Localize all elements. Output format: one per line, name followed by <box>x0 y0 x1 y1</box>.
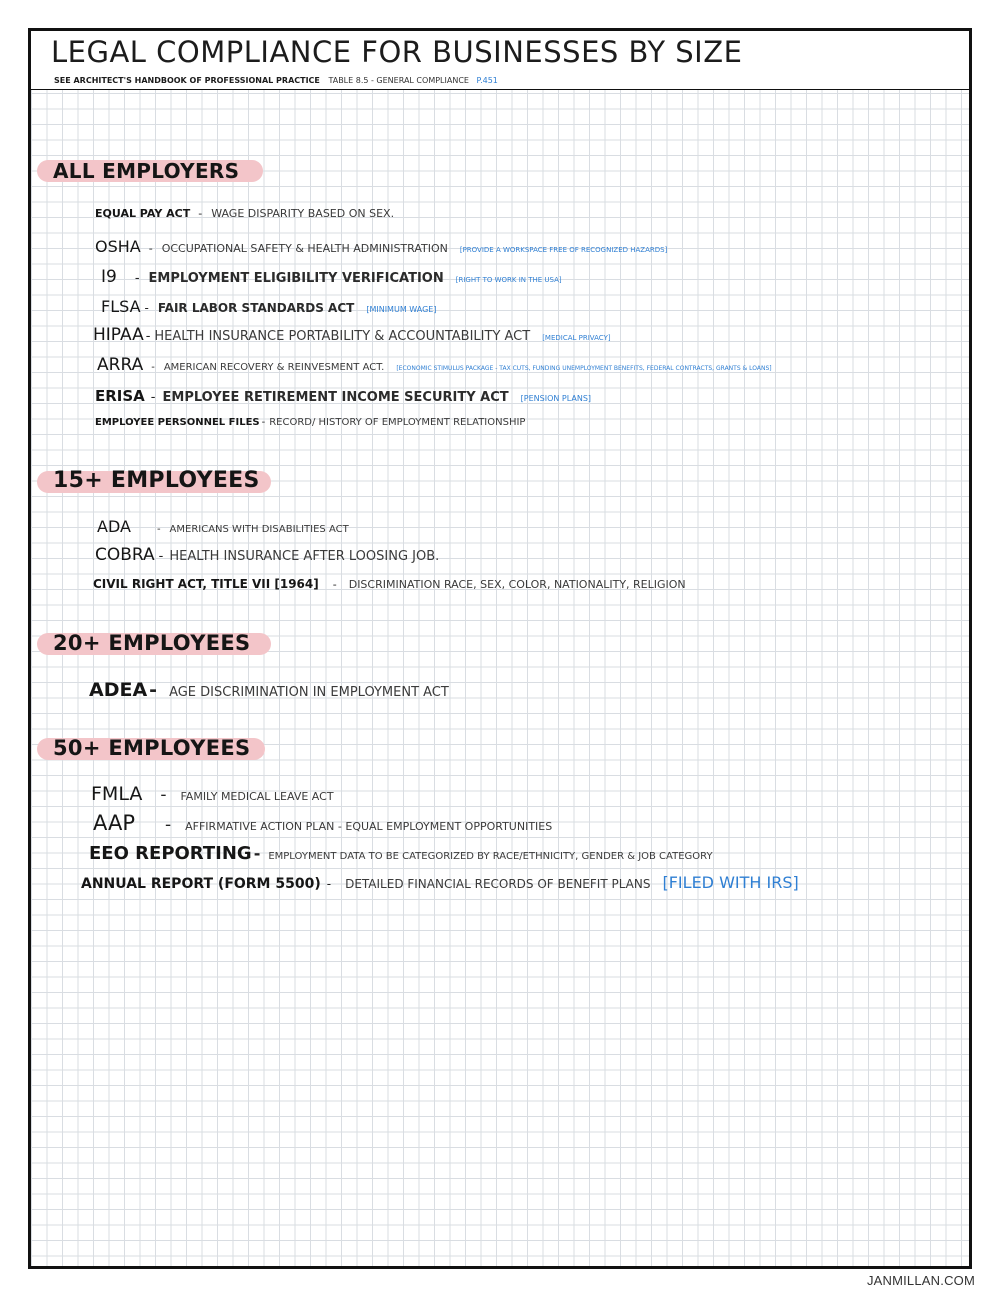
list-item <box>93 811 552 835</box>
item-term: I9 <box>101 267 117 287</box>
item-term: ANNUAL REPORT (FORM 5500) <box>81 876 321 892</box>
item-note: [MEDICAL PRIVACY] <box>542 334 611 342</box>
item-description: EMPLOYMENT ELIGIBILITY VERIFICATION <box>148 271 444 286</box>
item-note: [PENSION PLANS] <box>520 394 592 403</box>
item-separator: - <box>158 549 164 564</box>
list-item <box>89 843 713 864</box>
list-item <box>95 207 394 220</box>
reference-page: P.451 <box>476 76 498 85</box>
list-item <box>93 577 686 591</box>
list-item <box>89 679 449 701</box>
item-description: EMPLOYEE RETIREMENT INCOME SECURITY ACT <box>162 390 509 405</box>
reference-line <box>54 76 498 85</box>
item-description: AGE DISCRIMINATION IN EMPLOYMENT ACT <box>169 685 449 700</box>
item-separator: - <box>198 207 203 220</box>
item-separator: - <box>160 785 167 805</box>
item-description: AMERICANS WITH DISABILITIES ACT <box>169 524 349 535</box>
section-heading-15-plus-employees: 15+ EMPLOYEES <box>53 468 260 493</box>
list-item <box>91 783 334 805</box>
item-description: DETAILED FINANCIAL RECORDS OF BENEFIT PLANS <box>345 877 651 891</box>
item-separator: - <box>332 578 337 591</box>
list-item <box>93 325 611 345</box>
item-description: EMPLOYMENT DATA TO BE CATEGORIZED BY RACE/ETHNICITY, GENDER & JOB CATEGORY <box>268 851 713 862</box>
item-term: CIVIL RIGHT ACT, TITLE VII [1964] <box>93 577 319 591</box>
item-term: EQUAL PAY ACT <box>95 207 191 220</box>
item-note: [ECONOMIC STIMULUS PACKAGE - TAX CUTS, FUNDING UNEMPLOYMENT BENEFITS, FEDERAL CONTRACTS, GRANTS & LOANS] <box>396 365 772 372</box>
item-term: EEO REPORTING <box>89 843 252 864</box>
item-separator: - <box>149 679 158 701</box>
item-separator: - <box>134 271 140 286</box>
item-description: FAIR LABOR STANDARDS ACT <box>157 301 355 315</box>
item-note: [FILED WITH IRS] <box>662 873 799 892</box>
item-term: ADA <box>97 517 131 536</box>
site-credit: JANMILLAN.COM <box>866 1273 975 1288</box>
item-term: ADEA <box>89 679 148 701</box>
item-separator: - <box>145 329 151 344</box>
item-note: [MINIMUM WAGE] <box>366 305 437 314</box>
item-description: WAGE DISPARITY BASED ON SEX. <box>211 207 395 220</box>
item-term: HIPAA <box>93 325 144 345</box>
item-term: ERISA <box>95 387 145 405</box>
item-description: FAMILY MEDICAL LEAVE ACT <box>180 790 334 803</box>
item-separator: - <box>261 417 266 428</box>
list-item <box>95 417 525 428</box>
item-description: DISCRIMINATION RACE, SEX, COLOR, NATIONALITY, RELIGION <box>348 578 686 591</box>
item-separator: - <box>148 242 153 255</box>
section-heading-50-plus-employees: 50+ EMPLOYEES <box>53 736 251 760</box>
compliance-sheet <box>28 28 972 1269</box>
item-term: ARRA <box>97 355 144 375</box>
item-separator: - <box>253 844 261 863</box>
item-term: OSHA <box>95 237 141 256</box>
list-item <box>95 545 439 565</box>
list-item <box>97 517 349 536</box>
section-heading-all-employers: ALL EMPLOYERS <box>53 159 240 183</box>
reference-band <box>31 75 969 90</box>
item-separator: - <box>164 815 172 835</box>
page-title: LEGAL COMPLIANCE FOR BUSINESSES BY SIZE <box>51 35 743 69</box>
list-item <box>95 237 667 256</box>
item-term: AAP <box>93 811 135 835</box>
item-description: AMERICAN RECOVERY & REINVESMENT ACT. <box>163 362 385 373</box>
item-term: COBRA <box>95 545 155 565</box>
title-band <box>31 31 969 77</box>
list-item <box>101 297 436 316</box>
item-term: EMPLOYEE PERSONNEL FILES <box>95 417 260 428</box>
item-separator: - <box>156 524 161 535</box>
item-separator: - <box>144 301 149 315</box>
item-description: AFFIRMATIVE ACTION PLAN - EQUAL EMPLOYMENT OPPORTUNITIES <box>185 820 553 833</box>
item-description: HEALTH INSURANCE PORTABILITY & ACCOUNTABILITY ACT <box>154 329 531 344</box>
item-description: HEALTH INSURANCE AFTER LOOSING JOB. <box>169 549 440 564</box>
list-item <box>81 873 799 892</box>
section-heading-20-plus-employees: 20+ EMPLOYEES <box>53 631 251 655</box>
item-separator: - <box>326 877 332 891</box>
item-term: FMLA <box>91 783 143 805</box>
reference-table: TABLE 8.5 - GENERAL COMPLIANCE <box>328 76 469 85</box>
item-description: OCCUPATIONAL SAFETY & HEALTH ADMINISTRATION <box>161 242 448 255</box>
list-item <box>101 267 562 287</box>
item-term: FLSA <box>101 297 141 316</box>
item-note: [RIGHT TO WORK IN THE USA] <box>455 276 562 284</box>
list-item <box>95 387 591 405</box>
item-description: RECORD/ HISTORY OF EMPLOYMENT RELATIONSHIP <box>269 417 526 428</box>
item-separator: - <box>150 390 156 405</box>
item-separator: - <box>151 362 155 373</box>
item-note: [PROVIDE A WORKSPACE FREE OF RECOGNIZED HAZARDS] <box>459 246 668 254</box>
list-item <box>97 355 772 375</box>
reference-text: SEE ARCHITECT'S HANDBOOK OF PROFESSIONAL PRACTICE <box>54 76 320 85</box>
